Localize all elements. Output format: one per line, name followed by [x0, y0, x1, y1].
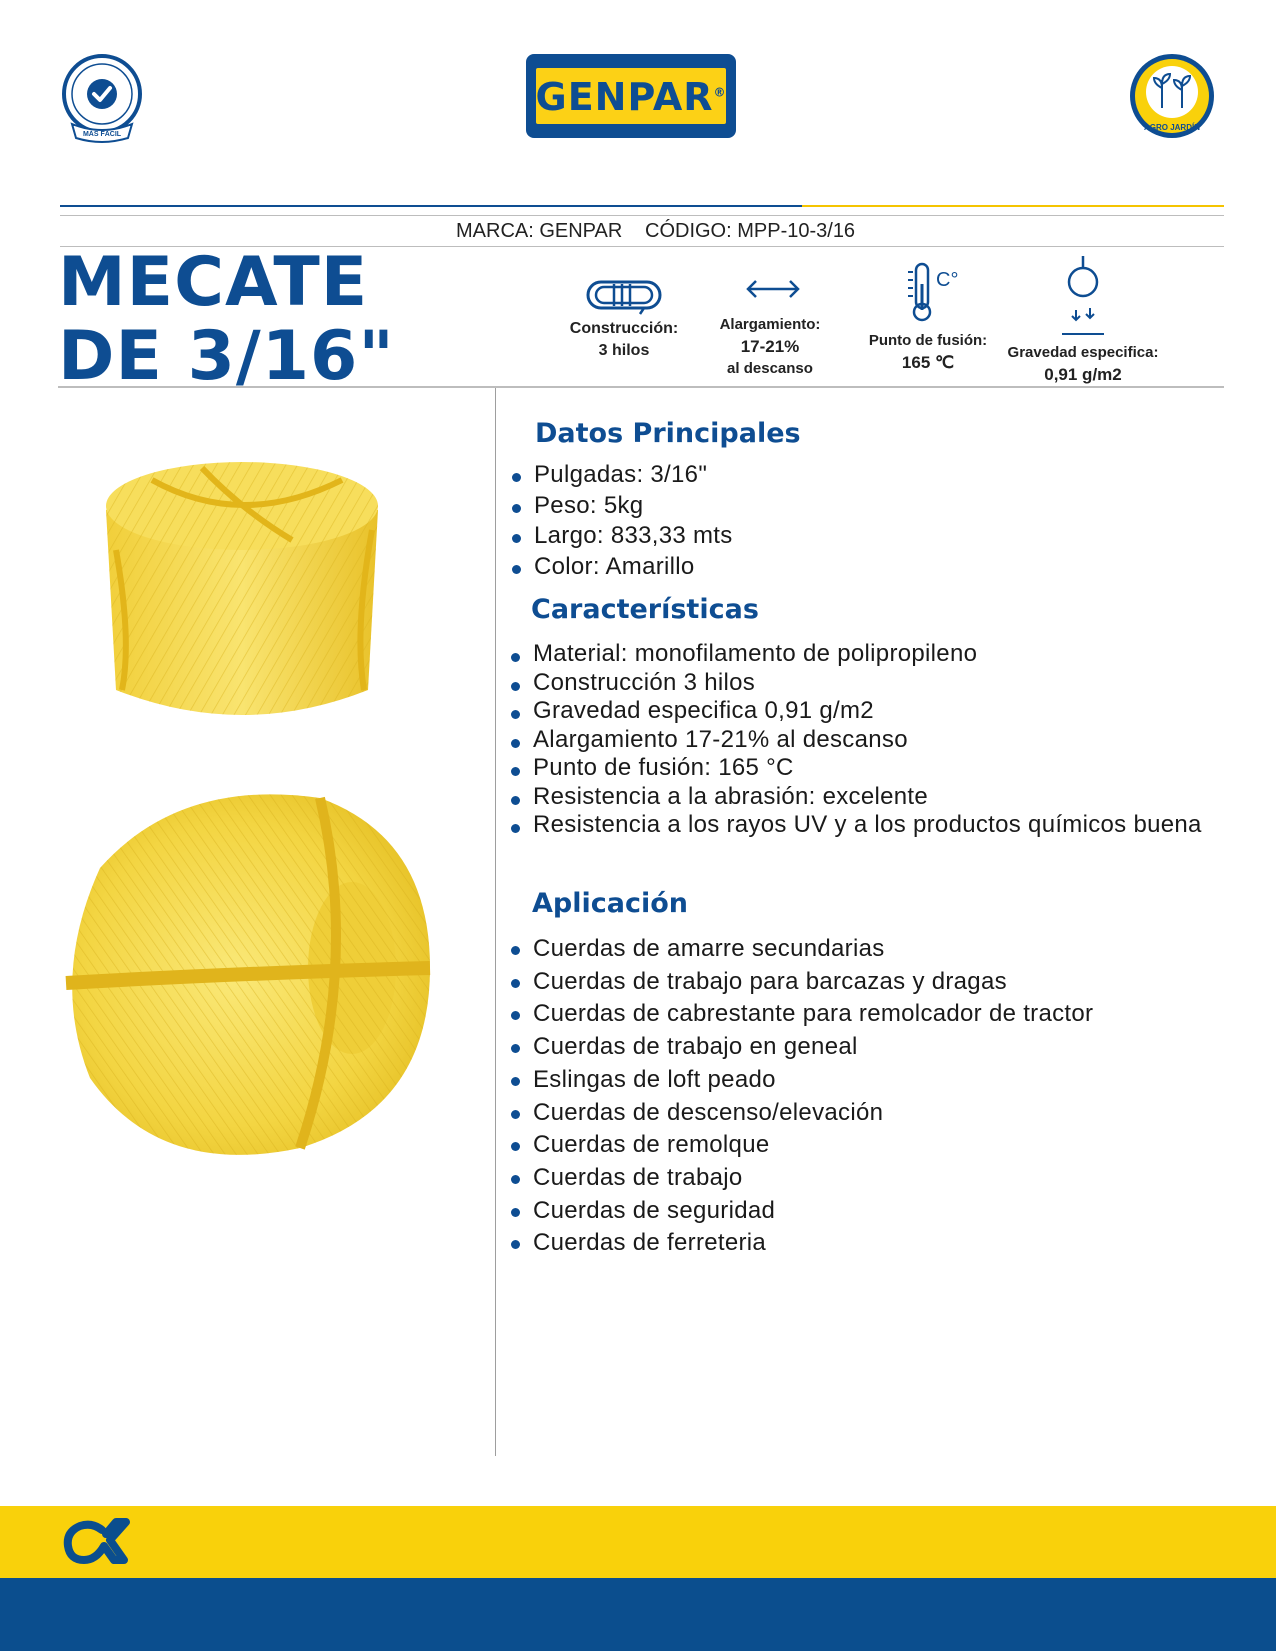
list-item: Cuerdas de ferreteria [509, 1227, 1209, 1260]
spec-alargamiento: Alargamiento: 17-21% al descanso [719, 316, 821, 377]
list-item: Cuerdas de trabajo [509, 1162, 1209, 1195]
section-title-aplicacion: Aplicación [532, 888, 688, 919]
rope-coil-icon [584, 276, 664, 316]
product-title-line1: MECATE [58, 243, 369, 322]
list-item: Largo: 833,33 mts [510, 521, 1210, 552]
list-item: Construcción 3 hilos [509, 669, 1209, 698]
datos-list [510, 460, 1210, 582]
genpar-brand-logo: GENPAR® [526, 54, 736, 138]
thermometer-icon [904, 260, 964, 324]
list-item: Cuerdas de amarre secundarias [509, 933, 1209, 966]
weight-icon [1058, 254, 1108, 338]
section-title-datos: Datos Principales [535, 418, 801, 449]
list-item: Resistencia a la abrasión: excelente [509, 783, 1209, 812]
list-item: Resistencia a los rayos UV y a los productos químicos buena [509, 811, 1209, 840]
spec-construccion: Construcción: 3 hilos [569, 320, 679, 359]
brand-label: MARCA: GENPAR [456, 220, 623, 242]
list-item: Color: Amarillo [510, 552, 1210, 583]
footer-blue-band [0, 1578, 1276, 1651]
rope-roll-image-top [92, 440, 392, 730]
product-code: CÓDIGO: MPP-10-3/16 [645, 220, 856, 242]
column-divider [495, 388, 496, 1456]
double-arrow-icon [744, 276, 802, 302]
list-item: Pulgadas: 3/16" [510, 460, 1210, 491]
list-item: Peso: 5kg [510, 491, 1210, 522]
list-item: Eslingas de loft peado [509, 1064, 1209, 1097]
section-title-caracteristicas: Características [531, 594, 759, 625]
svg-text:C°: C° [936, 269, 959, 291]
svg-text:AGRO JARDÍN: AGRO JARDÍN [1143, 123, 1201, 132]
list-item: Cuerdas de trabajo en geneal [509, 1031, 1209, 1064]
divider [60, 215, 1224, 216]
list-item: Material: monofilamento de polipropileno [509, 640, 1209, 669]
header-rule-blue [60, 205, 802, 207]
spec-punto-fusion: Punto de fusión: 165 ℃ [868, 332, 988, 372]
footer-yellow-band [0, 1506, 1276, 1578]
caracteristicas-list [509, 640, 1209, 840]
agro-jardin-badge-logo [1128, 52, 1216, 140]
equipos-badge-logo [56, 52, 148, 144]
list-item: Cuerdas de trabajo para barcazas y dragas [509, 966, 1209, 999]
svg-text:MÁS FÁCIL: MÁS FÁCIL [82, 131, 122, 138]
list-item: Cuerdas de cabrestante para remolcador de tractor [509, 998, 1209, 1031]
list-item: Alargamiento 17-21% al descanso [509, 726, 1209, 755]
list-item: Cuerdas de descenso/elevación [509, 1097, 1209, 1130]
list-item: Cuerdas de remolque [509, 1129, 1209, 1162]
list-item: Gravedad especifica 0,91 g/m2 [509, 697, 1209, 726]
product-title-line2: DE 3/16" [58, 317, 395, 396]
alpha-logo-icon [62, 1516, 132, 1566]
aplicacion-list [509, 933, 1209, 1260]
list-item: Cuerdas de seguridad [509, 1195, 1209, 1228]
spec-gravedad: Gravedad especifica: 0,91 g/m2 [1007, 344, 1159, 384]
rope-roll-image-bottom [60, 778, 440, 1164]
header-rule-yellow [802, 205, 1224, 207]
list-item: Punto de fusión: 165 °C [509, 754, 1209, 783]
